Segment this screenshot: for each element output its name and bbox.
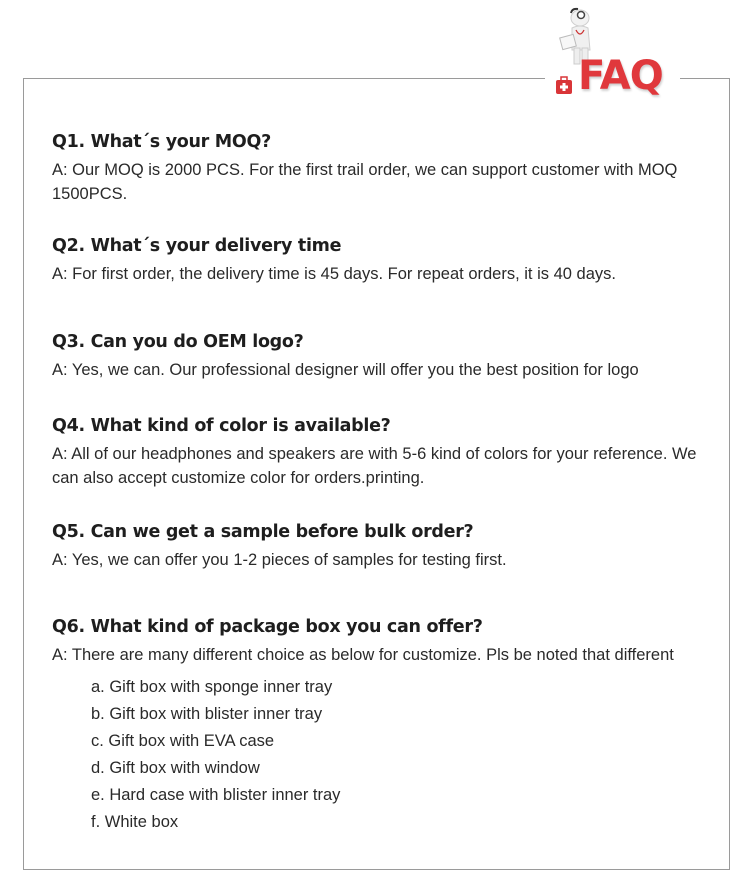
package-option: f. White box: [91, 812, 179, 831]
package-option: c. Gift box with EVA case: [91, 731, 275, 750]
question-3: Q3. Can you do OEM logo?: [52, 332, 304, 352]
faq-item-6: [52, 616, 722, 836]
answer-6: A: There are many different choice as below for customize. Pls be noted that different: [52, 646, 674, 664]
faq-item-3: [52, 331, 722, 383]
faq-item-1: [52, 131, 722, 206]
question-6: Q6. What kind of package box you can offer?: [52, 617, 483, 637]
faq-logo-text: FAQ: [578, 53, 663, 99]
question-1: Q1. What´s your MOQ?: [52, 132, 271, 152]
answer-1: A: Our MOQ is 2000 PCS. For the first trail order, we can support customer with MOQ 1500PCS.: [52, 161, 678, 203]
answer-2: A: For first order, the delivery time is 45 days. For repeat orders, it is 40 days.: [52, 265, 616, 283]
package-options-list: [91, 674, 722, 836]
faq-item-2: [52, 235, 722, 287]
package-option: a. Gift box with sponge inner tray: [91, 677, 333, 696]
question-4: Q4. What kind of color is available?: [52, 416, 391, 436]
answer-4: A: All of our headphones and speakers are with 5-6 kind of colors for your reference. We can also accept customize color for orders.printing.: [52, 445, 697, 487]
faq-item-5: [52, 521, 722, 573]
faq-logo: [552, 4, 682, 100]
answer-5: A: Yes, we can offer you 1-2 pieces of samples for testing first.: [52, 551, 507, 569]
package-option: b. Gift box with blister inner tray: [91, 704, 323, 723]
faq-item-4: [52, 415, 722, 490]
package-option: e. Hard case with blister inner tray: [91, 785, 341, 804]
answer-3: A: Yes, we can. Our professional designer will offer you the best position for logo: [52, 361, 639, 379]
question-2: Q2. What´s your delivery time: [52, 236, 342, 256]
package-option: d. Gift box with window: [91, 758, 260, 777]
question-5: Q5. Can we get a sample before bulk order?: [52, 522, 474, 542]
